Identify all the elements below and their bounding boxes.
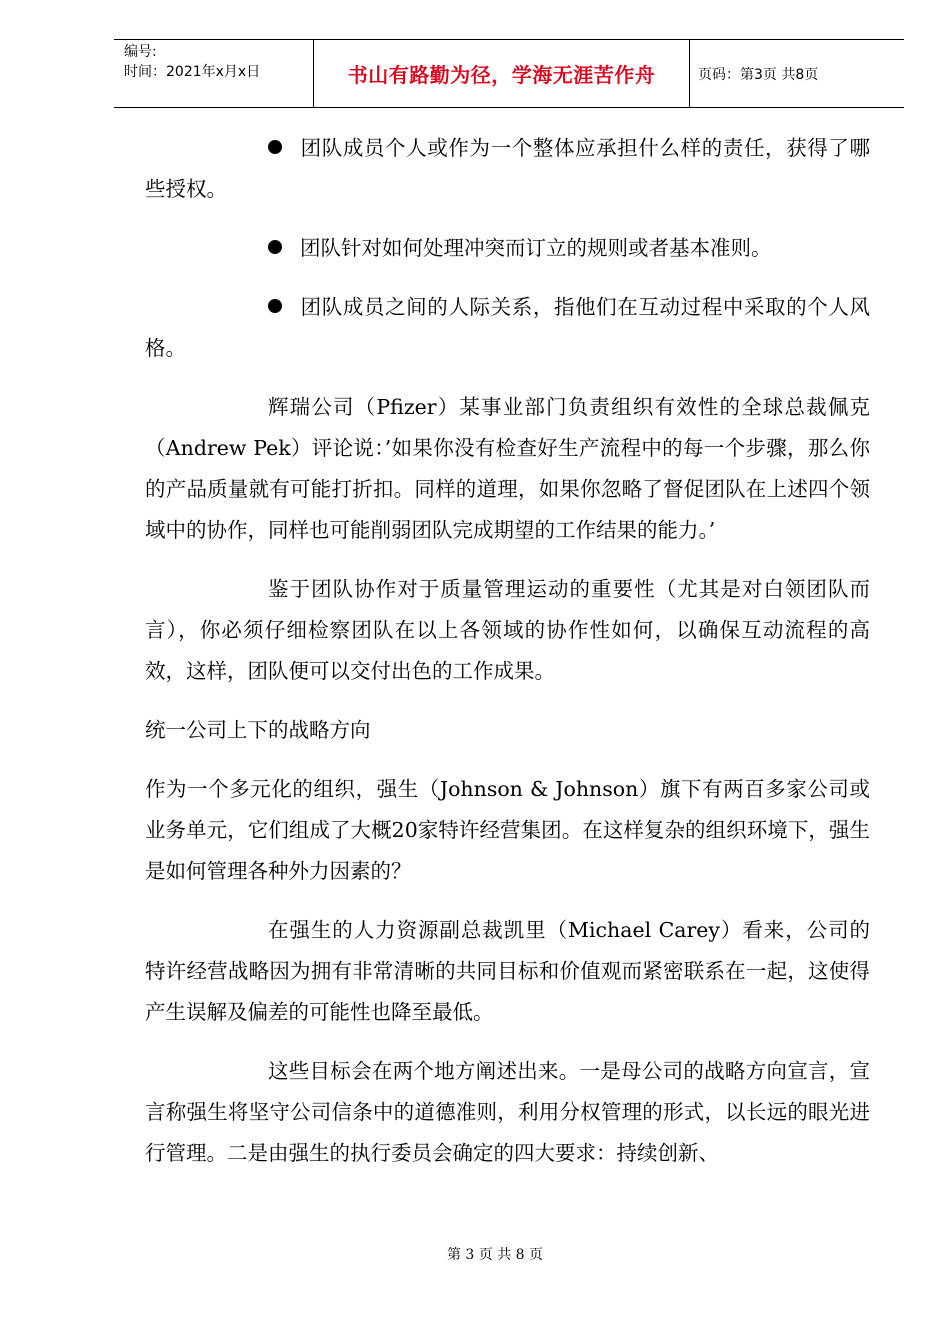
paragraph-jnj-intro: 作为一个多元化的组织，强生（Johnson & Johnson）旗下有两百多家公司或业务单元，它们组成了大概20家特许经营集团。在这样复杂的组织环境下，强生是如何管理各种外力因素的？: [145, 777, 870, 883]
bullet-item: [145, 287, 870, 369]
paragraph-teamwork: 鉴于团队协作对于质量管理运动的重要性（尤其是对白领团队而言），你必须仔细检察团队在以上各领域的协作性如何，以确保互动流程的高效，这样，团队便可以交付出色的工作成果。: [145, 577, 870, 683]
document-header: [114, 39, 904, 108]
document-number-label: 编号:: [124, 44, 157, 60]
document-time-label: 时间：2021年x月x日: [124, 64, 261, 80]
bullet-text: 团队成员之间的人际关系，指他们在互动过程中采取的个人风格。: [145, 295, 870, 360]
header-page-label: 页码：第3页 共8页: [698, 66, 819, 83]
header-motto: 书山有路勤为径，学海无涯苦作舟: [314, 40, 690, 107]
paragraph-carey: 在强生的人力资源副总裁凯里（Michael Carey）看来，公司的特许经营战略因为拥有非常清晰的共同目标和价值观而紧密联系在一起，这使得产生误解及偏差的可能性也降至最低。: [145, 918, 870, 1024]
document-body: [145, 128, 870, 1192]
bullet-dot-icon: [268, 140, 282, 154]
paragraph-pfizer-quote: 辉瑞公司（Pfizer）某事业部门负责组织有效性的全球总裁佩克（Andrew Pek）评论说：’如果你没有检查好生产流程中的每一个步骤，那么你的产品质量就有可能打折扣。同样的道理，如果你忽略了督促团队在上述四个领域中的协作，同样也可能削弱团队完成期望的工作结果的能力。’: [145, 395, 870, 542]
bullet-text: 团队针对如何处理冲突而订立的规则或者基本准则。: [300, 236, 772, 260]
bullet-dot-icon: [268, 299, 282, 313]
section-heading: 统一公司上下的战略方向: [145, 718, 371, 742]
bullet-item: [145, 128, 870, 210]
page-footer: 第 3 页 共 8 页: [446, 1247, 544, 1263]
bullet-text: 团队成员个人或作为一个整体应承担什么样的责任，获得了哪些授权。: [145, 136, 870, 201]
paragraph-goals: 这些目标会在两个地方阐述出来。一是母公司的战略方向宣言，宣言称强生将坚守公司信条中的道德准则，利用分权管理的形式，以长远的眼光进行管理。二是由强生的执行委员会确定的四大要求：持续创新、: [145, 1059, 870, 1165]
header-meta-cell: [114, 40, 314, 107]
bullet-dot-icon: [268, 240, 282, 254]
bullet-item: [145, 228, 870, 269]
